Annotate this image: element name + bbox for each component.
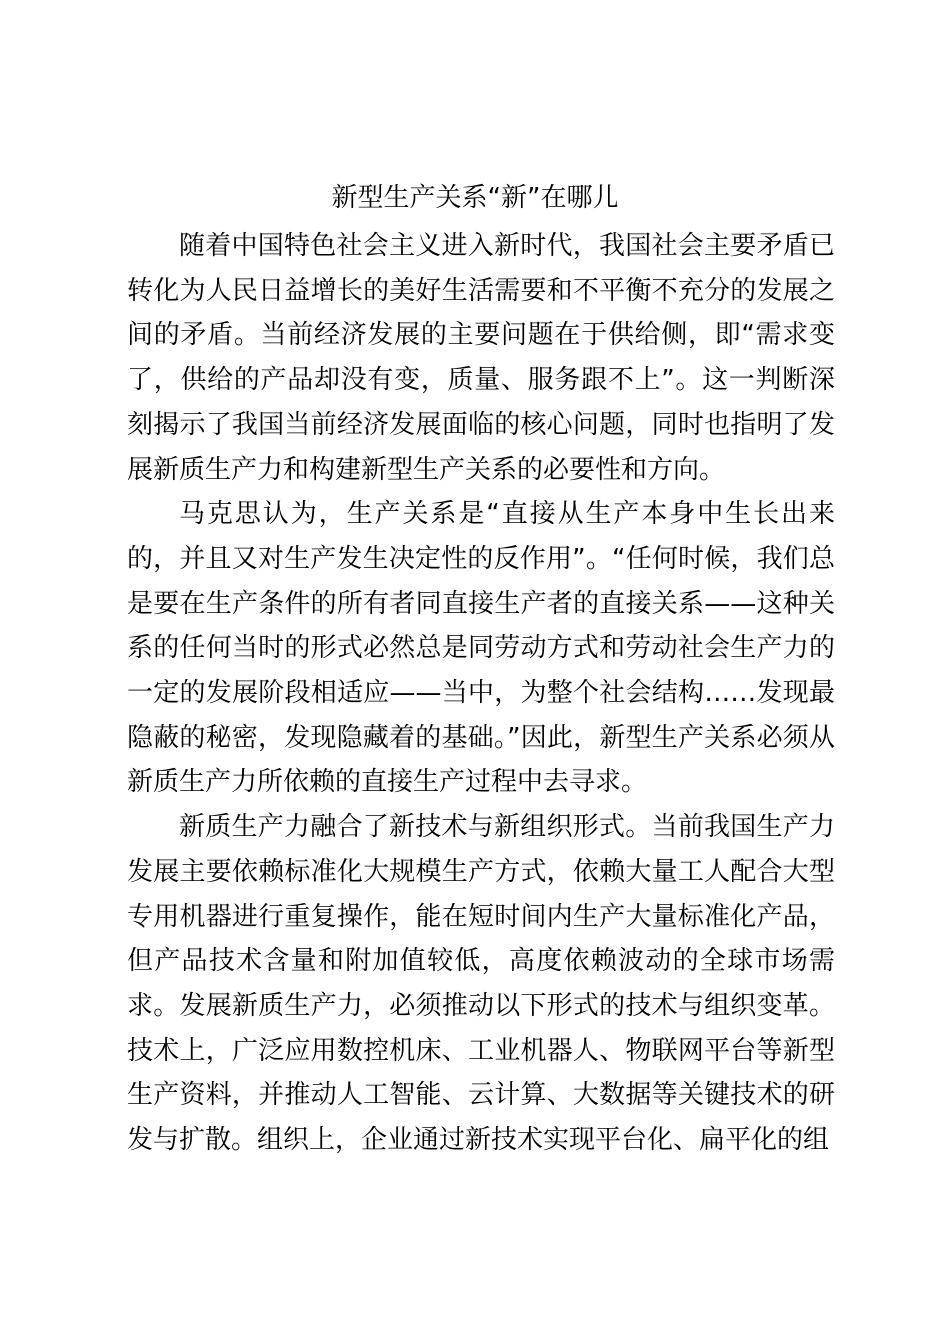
document-body — [127, 224, 835, 1163]
paragraph-1: 随着中国特色社会主义进入新时代，我国社会主要矛盾已转化为人民日益增长的美好生活需要和不平衡不充分的发展之间的矛盾。当前经济发展的主要问题在于供给侧，即“需求变了，供给的产品却没有变，质量、服务跟不上”。这一判断深刻揭示了我国当前经济发展面临的核心问题，同时也指明了发展新质生产力和构建新型生产关系的必要性和方向。 — [127, 231, 835, 485]
document-title: 新型生产关系“新”在哪儿 — [331, 183, 619, 213]
paragraph-2: 马克思认为，生产关系是“直接从生产本身中生长出来的，并且又对生产发生决定性的反作用”。“任何时候，我们总是要在生产条件的所有者同直接生产者的直接关系——这种关系的任何当时的形式必然总是同劳动方式和劳动社会生产力的一定的发展阶段相适应——当中，为整个社会结构……发现最隐蔽的秘密，发现隐藏着的基础。”因此，新型生产关系必须从新质生产力所依赖的直接生产过程中去寻求。 — [127, 499, 835, 798]
paragraph-3: 新质生产力融合了新技术与新组织形式。当前我国生产力发展主要依赖标准化大规模生产方式，依赖大量工人配合大型专用机器进行重复操作，能在短时间内生产大量标准化产品，但产品技术含量和附加值较低，高度依赖波动的全球市场需求。发展新质生产力，必须推动以下形式的技术与组织变革。技术上，广泛应用数控机床、工业机器人、物联网平台等新型生产资料，并推动人工智能、云计算、大数据等关键技术的研发与扩散。组织上，企业通过新技术实现平台化、扁平化的组 — [127, 812, 835, 1156]
